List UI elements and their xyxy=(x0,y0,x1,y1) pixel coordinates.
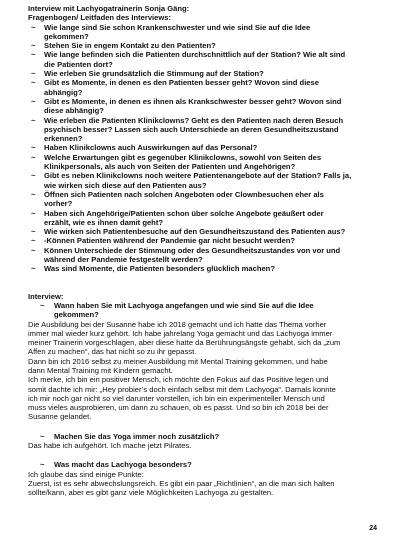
question-line: Was macht das Lachyoga besonders? xyxy=(54,460,192,470)
question-line: Haben sich Angehörige/Patienten schon über solche Angebote geäußert oder xyxy=(44,208,324,218)
interview-question-2 xyxy=(28,432,377,441)
question-line: psychisch besser? Lassen sich auch Unterschiede an deren Gesundheitszustand xyxy=(44,124,339,134)
bullet-tilde: ~ xyxy=(31,41,36,51)
question-line: Stehen Sie in engem Kontakt zu den Patienten? xyxy=(44,41,216,51)
answer-line: muss vieles ausprobieren, um dann zu schauen, ob es passt. Und so bin ich 2018 bei der xyxy=(28,403,329,413)
answer-line: sollte/kann, aber es gibt ganz viele Möglichkeiten Lachyoga zu gestalten. xyxy=(28,488,274,498)
bullet-tilde: ~ xyxy=(31,227,36,237)
question-line: Gibt es neben Klinikclowns noch weitere Patientenangebote auf der Station? Falls ja, xyxy=(44,171,352,181)
bullet-tilde: ~ xyxy=(31,22,36,32)
question-line: vorher? xyxy=(44,199,73,209)
question-item xyxy=(28,246,377,265)
question-item xyxy=(28,69,377,78)
interview-question-item xyxy=(28,460,377,469)
question-line: Haben Klinikclowns auch Auswirkungen auf das Personal? xyxy=(44,143,258,153)
interview-question-3 xyxy=(28,460,377,469)
question-line: Wie lange befinden sich die Patienten durchschnittlich auf der Station? Wie alt sind xyxy=(44,50,346,60)
question-line: Machen Sie das Yoga immer noch zusätzlich? xyxy=(54,431,220,441)
bullet-tilde: ~ xyxy=(31,115,36,125)
question-item xyxy=(28,209,377,228)
question-item xyxy=(28,227,377,236)
answer-line: Zuerst, ist es sehr abwechslungsreich. Es gibt ein paar „Richtlinien“, an die man sich halten xyxy=(28,478,335,488)
bullet-tilde: ~ xyxy=(31,143,36,153)
question-item xyxy=(28,116,377,144)
question-item xyxy=(28,236,377,245)
bullet-tilde: ~ xyxy=(31,50,36,60)
question-item xyxy=(28,171,377,190)
question-item xyxy=(28,143,377,152)
bullet-tilde: ~ xyxy=(31,189,36,199)
question-item xyxy=(28,190,377,209)
question-item xyxy=(28,78,377,97)
question-line: während der Pandemie festgestellt werden? xyxy=(44,255,203,265)
question-line: Wie wirken sich Patientenbesuche auf den Gesundheitszustand des Patienten aus? xyxy=(44,227,346,237)
question-line: Gibt es Momente, in denen es den Patienten besser geht? Wovon sind diese xyxy=(44,78,319,88)
question-line: die Patienten dort? xyxy=(44,59,113,69)
question-item xyxy=(28,153,377,172)
question-line: Können Unterschiede der Stimmung oder des Gesundheitszustandes von vor und xyxy=(44,245,341,255)
answer-line: dann Mental Training mit Kindern gemacht. xyxy=(28,365,173,375)
answer-line: Ich merke, ich bin ein positiver Mensch, ich möchte den Fokus auf das Positive legen und xyxy=(28,375,329,385)
bullet-tilde: ~ xyxy=(31,236,36,246)
question-line: -Können Patienten während der Pandemie gar nicht besucht werden? xyxy=(44,236,296,246)
question-item xyxy=(28,50,377,69)
bullet-tilde: ~ xyxy=(31,171,36,181)
question-line: abhängig? xyxy=(44,87,83,97)
interview-question-item xyxy=(28,301,377,320)
questions-list xyxy=(28,23,377,274)
answer-line: Susanne gelandet. xyxy=(28,412,92,422)
question-line: gekommen? xyxy=(44,31,89,41)
bullet-tilde: ~ xyxy=(31,96,36,106)
interview-answer-3 xyxy=(28,470,377,498)
interview-question-item xyxy=(28,432,377,441)
bullet-tilde: ~ xyxy=(31,78,36,88)
question-line: Was sind Momente, die Patienten besonders glücklich machen? xyxy=(44,264,275,274)
answer-line: somit dachte ich mir: „Hey probier’s doch einfach selbst mit dem Lachyoga“. Damals konnte xyxy=(28,384,336,394)
interview-question-1 xyxy=(28,301,377,320)
bullet-tilde: ~ xyxy=(31,264,36,274)
bullet-tilde: ~ xyxy=(31,152,36,162)
interview-answer-2 xyxy=(28,441,377,450)
interview-heading: Interview: xyxy=(28,291,64,301)
question-line: diese abhängig? xyxy=(44,106,104,116)
question-line: wie wirken sich diese auf den Patienten aus? xyxy=(44,180,207,190)
question-line: erkennen? xyxy=(44,134,83,144)
bullet-tilde: ~ xyxy=(40,300,45,310)
bullet-tilde: ~ xyxy=(31,208,36,218)
answer-line: ich mir noch gar nicht so viel darunter vorstellen, ich bin ein experimenteller Mensch und xyxy=(28,393,325,403)
question-item xyxy=(28,41,377,50)
interview-title: Interview mit Lachyogatrainerin Sonja Gäng: xyxy=(28,4,190,13)
bullet-tilde: ~ xyxy=(31,69,36,79)
answer-line: Ich glaube das sind einige Punkte: xyxy=(28,469,144,479)
answer-line: immer mal wieder kurz gehört. Ich habe jahrelang Yoga gemacht und das Lachyoga immer xyxy=(28,328,333,338)
question-line: Öffnen sich Patienten nach solchen Angeboten oder Clownbesuchen eher als xyxy=(44,189,324,199)
page-number: 24 xyxy=(369,524,377,532)
bullet-tilde: ~ xyxy=(40,431,45,441)
interview-answer-1 xyxy=(28,320,377,422)
answer-line: meiner Trainerin vorgeschlagen, aber diese hatte da Berührungsängste gehabt, sich da „zum xyxy=(28,338,341,348)
answer-line: Das habe ich aufgehört. Ich mache jetzt Pilrates. xyxy=(28,441,192,451)
question-item xyxy=(28,264,377,273)
question-line: erzählt, wie es ihnen damit geht? xyxy=(44,217,163,227)
question-item xyxy=(28,23,377,42)
question-line: Wie erleben Sie grundsätzlich die Stimmung auf der Station? xyxy=(44,69,264,79)
question-item xyxy=(28,97,377,116)
bullet-tilde: ~ xyxy=(40,460,45,470)
answer-line: Dann bin ich 2016 selbst zu meiner Ausbildung mit Mental Training gekommen, und habe xyxy=(28,356,328,366)
question-line: Welche Erwartungen gibt es gegenüber Klinikclowns, sowohl von Seiten des xyxy=(44,152,322,162)
question-line: Gibt es Momente, in denen es ihnen als Krankschwester besser geht? Wovon sind xyxy=(44,96,342,106)
question-line: Klinikpersonals, als auch von Seiten der Patienten und Angehörigen? xyxy=(44,162,296,172)
question-line: gekommen? xyxy=(54,310,99,320)
question-line: Wie erleben die Patienten Klinikclowns? Geht es den Patienten nach deren Besuch xyxy=(44,115,344,125)
question-line: Wann haben Sie mit Lachyoga angefangen und wie sind Sie auf die Idee xyxy=(54,300,314,310)
answer-line: Die Ausbildung bei der Susanne habe ich 2018 gemacht und ich hatte das Thema vorher xyxy=(28,319,327,329)
question-line: Wie lange sind Sie schon Krankenschwester und wie sind Sie auf die Idee xyxy=(44,22,311,32)
questionnaire-title: Fragenbogen/ Leitfaden des Interviews: xyxy=(28,13,172,23)
answer-line: Affen zu machen“, das hat nicht so zu ihr gepasst. xyxy=(28,347,197,357)
bullet-tilde: ~ xyxy=(31,245,36,255)
